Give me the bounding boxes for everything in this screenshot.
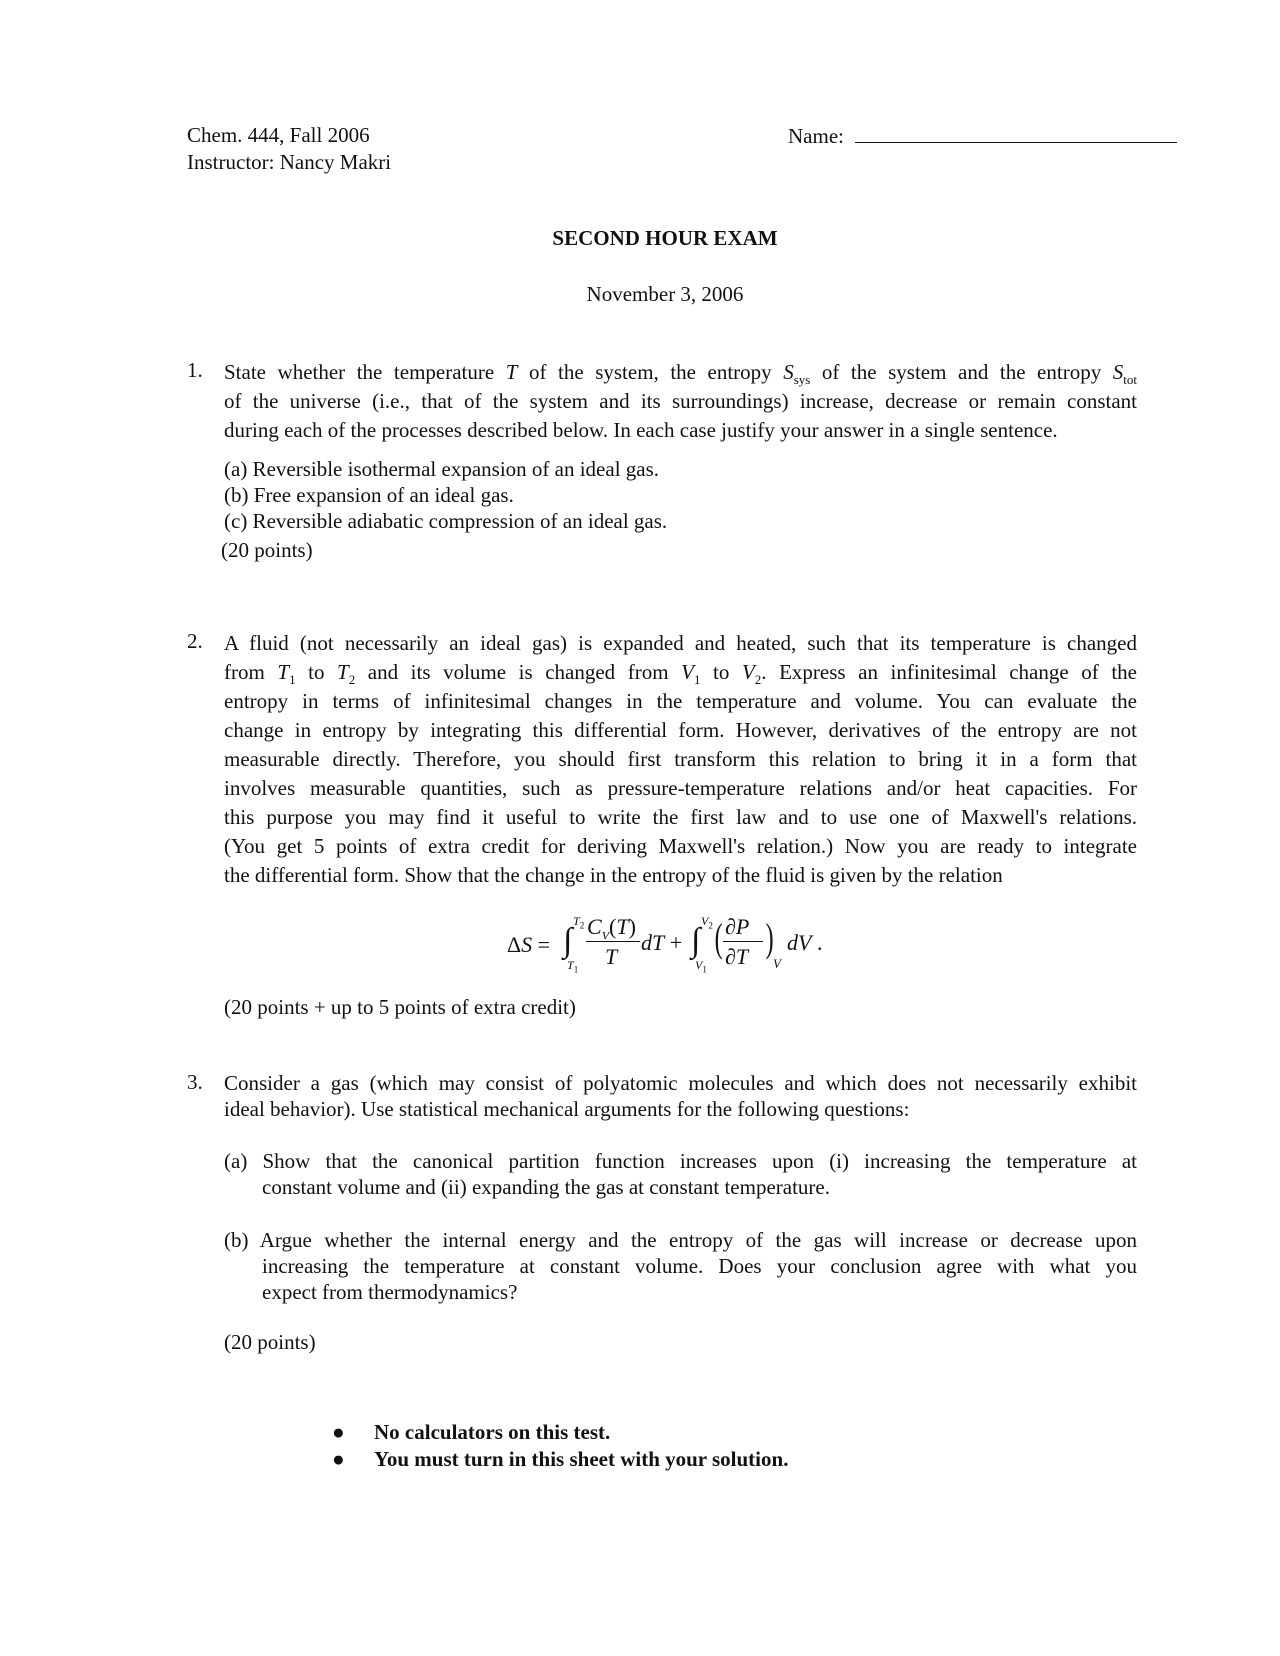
q1-points: (20 points) (221, 538, 313, 562)
exam-date: November 3, 2006 (586, 282, 744, 306)
name-blank-line[interactable] (855, 122, 1177, 143)
q3-points: (20 points) (224, 1330, 316, 1354)
q1-part-a: (a) Reversible isothermal expansion of an ideal gas. (224, 457, 660, 481)
q1-part-b: (b) Free expansion of an ideal gas. (224, 483, 514, 507)
q2-line: A fluid (not necessarily an ideal gas) is expanded and heated, such that its temperature is changed (224, 631, 1137, 655)
q2-line: this purpose you may find it useful to write the first law and to use one of Maxwell's relations. (224, 805, 1137, 829)
note-text: No calculators on this test. (374, 1420, 611, 1444)
q2-line: change in entropy by integrating this differential form. However, derivatives of the entropy are not (224, 718, 1137, 742)
q2-line: entropy in terms of infinitesimal changes in the temperature and volume. You can evaluate the (224, 689, 1137, 713)
q3-part-b (224, 1227, 1137, 1305)
q3-part-b-line: expect from thermodynamics? (262, 1280, 518, 1304)
course-label: Chem. 444, Fall 2006 (187, 123, 370, 147)
bullet-icon: ● (332, 1420, 345, 1444)
q1-line: of the universe (i.e., that of the system and its surroundings) increase, decrease or remain constant (224, 389, 1137, 413)
q3-line: Consider a gas (which may consist of polyatomic molecules and which does not necessarily exhibit (224, 1071, 1137, 1095)
q3-line: ideal behavior). Use statistical mechanical arguments for the following questions: (224, 1097, 910, 1121)
q2-line: the differential form. Show that the change in the entropy of the fluid is given by the relation (224, 863, 1003, 887)
q1-part-c: (c) Reversible adiabatic compression of an ideal gas. (224, 509, 668, 533)
name-label: Name: (788, 124, 850, 148)
q3-part-a-line: (a) Show that the canonical partition function increases upon (i) increasing the temperature at (224, 1149, 1137, 1173)
instructor-label: Instructor: Nancy Makri (187, 150, 392, 174)
q1-parts (224, 456, 667, 534)
name-field[interactable] (788, 122, 1177, 150)
q2-line: involves measurable quantities, such as pressure-temperature relations and/or heat capacities. For (224, 776, 1137, 800)
q2-text (224, 629, 1137, 890)
q2-line: from $T_1$ to $T_2$ and its volume is changed from $V_1$ to $V_2$. Express an infinitesimal change of the (224, 660, 1137, 688)
q1-line: during each of the processes described below. In each case justify your answer in a single sentence. (224, 418, 1058, 442)
q3-text (224, 1070, 1137, 1122)
q2-line: measurable directly. Therefore, you should first transform this relation to bring it in a form that (224, 747, 1137, 771)
note-text: You must turn in this sheet with your solution. (374, 1447, 789, 1471)
exam-title: SECOND HOUR EXAM (552, 226, 778, 250)
entropy-equation: ΔS = ∫ $T_2$ $T_1$ $C_V(T)$ T dT + ∫ $V_2$ $V_1$ ( ∂P ∂T ) V dV . (507, 914, 823, 975)
q1-line: State whether the temperature T of the system, the entropy $S_{sys}$ of the system and the entropy $S_{tot}$ (224, 360, 1137, 388)
q1-text (224, 358, 1137, 445)
q3-part-a (224, 1148, 1137, 1200)
q1-number: 1. (187, 358, 203, 382)
q3-number: 3. (187, 1070, 203, 1094)
bullet-icon: ● (332, 1447, 345, 1471)
q3-part-b-line: (b) Argue whether the internal energy and the entropy of the gas will increase or decrease upon (224, 1228, 1137, 1252)
q2-number: 2. (187, 629, 203, 653)
q2-points: (20 points + up to 5 points of extra credit) (224, 995, 576, 1019)
q2-line: (You get 5 points of extra credit for deriving Maxwell's relation.) Now you are ready to integrate (224, 834, 1137, 858)
q3-part-b-line: increasing the temperature at constant volume. Does your conclusion agree with what you (262, 1254, 1137, 1278)
course-header (187, 122, 391, 176)
q3-part-a-line: constant volume and (ii) expanding the gas at constant temperature. (262, 1175, 830, 1199)
